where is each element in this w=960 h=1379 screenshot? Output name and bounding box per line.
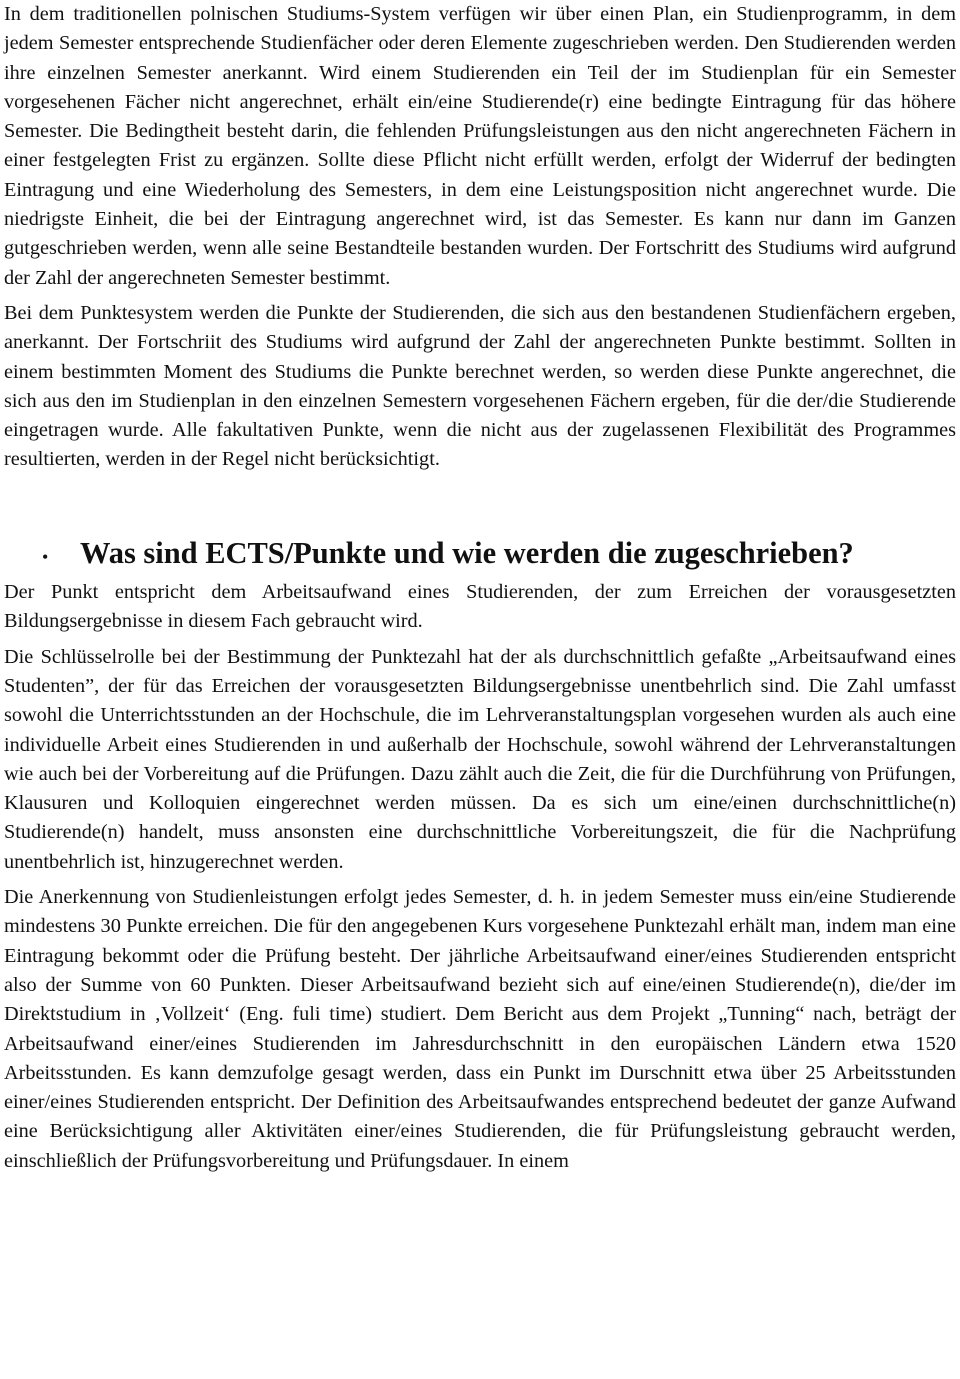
paragraph-workload-role: Die Schlüsselrolle bei der Bestimmung der Punktezahl hat der als durchschnittlich gefaßte „Arbeitsaufwand eines Studenten”, der für das Erreichen der vorausgesetzten Bildungsergebnisse unentbehrlich sind. Die Zahl umfasst sowohl die Unterrichtsstunden an der Hochschule, die im Lehrveranstaltungsplan vorgesehen wurden als auch eine individuelle Arbeit eines Studierenden in und außerhalb der Hochschule, sowohl während der Lehrveranstaltungen wie auch bei der Vorbereitung auf die Prüfungen. Dazu zählt auch die Zeit, die für die Durchführung von Prüfungen, Klausuren und Kolloquien eingerechnet werden müssen. Da es sich um eine/einen durchschnittliche(n) Studierende(n) handelt, muss ansonsten eine durchschnittliche Vorbereitungszeit, die für die Nachprüfung unentbehrlich ist, hinzugerechnet werden.	[4, 645, 956, 873]
paragraph-point-system: Bei dem Punktesystem werden die Punkte der Studierenden, die sich aus den bestandenen Studienfächern ergeben, anerkannt. Der Fortschriit des Studiums wird aufgrund der Zahl der angerechneten Punkte bestimmt. Sollten in einem bestimmten Moment des Studiums die Punkte berechnet werden, so werden diese Punkte angerechnet, die sich aus den im Studienplan in den einzelnen Semestern vorgesehenen Fächern ergeben, für die der/die Studierende eingetragen wurde. Alle fakultativen Punkte, wenn die nicht aus der zugelassenen Flexibilität des Programmes resultierten, werden in der Regel nicht berücksichtigt.	[4, 301, 956, 471]
section-heading-row	[4, 535, 956, 572]
bullet-icon: •	[42, 546, 49, 567]
paragraph-traditional-system: In dem traditionellen polnischen Studiums-System verfügen wir über einen Plan, ein Studienprogramm, in dem jedem Semester entsprechende Studienfächer oder deren Elemente zugeschrieben werden. Den Studierenden werden ihre einzelnen Semester anerkannt. Wird einem Studierenden ein Teil der im Studienplan für ein Semester vorgesehenen Fächer nicht angerechnet, erhält ein/eine Studierende(r) eine bedingte Eintragung für das höhere Semester. Die Bedingtheit besteht darin, die fehlenden Prüfungsleistungen aus den nicht angerechneten Fächern in einer festgelegten Frist zu ergänzen. Sollte diese Pflicht nicht erfüllt werden, erfolgt der Widerruf der bedingten Eintragung und eine Wiederholung des Semesters, in dem eine Leistungsposition nicht angerechnet wurde. Die niedrigste Einheit, die bei der Eintragung angerechnet wird, ist das Semester. Es kann nur dann im Ganzen gutgeschrieben werden, wenn alle seine Bestandteile bestanden wurden. Der Fortschritt des Studiums wird aufgrund der Zahl der angerechneten Semester bestimmt.	[4, 3, 956, 289]
paragraph-recognition: Die Anerkennung von Studienleistungen erfolgt jedes Semester, d. h. in jedem Semester muss ein/eine Studierende mindestens 30 Punkte erreichen. Die für den angegebenen Kurs vorgesehene Punktezahl erhält man, indem man eine Eintragung bekommt oder die Prüfung besteht. Der jährliche Arbeitsaufwand einer/eines Studierenden entspricht also der Summe von 60 Punkten. Dieser Arbeitsaufwand bezieht sich auf eine/einen Studierende(n), die/der im Direktstudium in ‚Vollzeit‘ (Eng. fuli time) studiert. Dem Bericht aus dem Projekt „Tunning“ nach, beträgt der Arbeitsaufwand einer/eines Studierenden im Jahresdurchschnitt in den europäischen Ländern etwa 1520 Arbeitsstunden. Es kann demzufolge gesagt werden, dass ein Punkt im Durschnitt etwa über 25 Arbeitsstunden einer/eines Studierenden entspricht. Der Definition des Arbeitsaufwandes entsprechend bedeutet der ganze Aufwand eine Berücksichtigung aller Aktivitäten einer/eines Studierenden, die für Prüfungsleistung gebraucht werden, einschließlich der Prüfungsvorbereitung und Prüfungsdauer. In einem	[4, 886, 956, 1172]
section-heading: Was sind ECTS/Punkte und wie werden die zugeschrieben?	[80, 535, 854, 570]
paragraph-point-definition: Der Punkt entspricht dem Arbeitsaufwand eines Studierenden, der zum Erreichen der vorausgesetzten Bildungsergebnisse in diesem Fach gebraucht wird.	[4, 581, 956, 633]
